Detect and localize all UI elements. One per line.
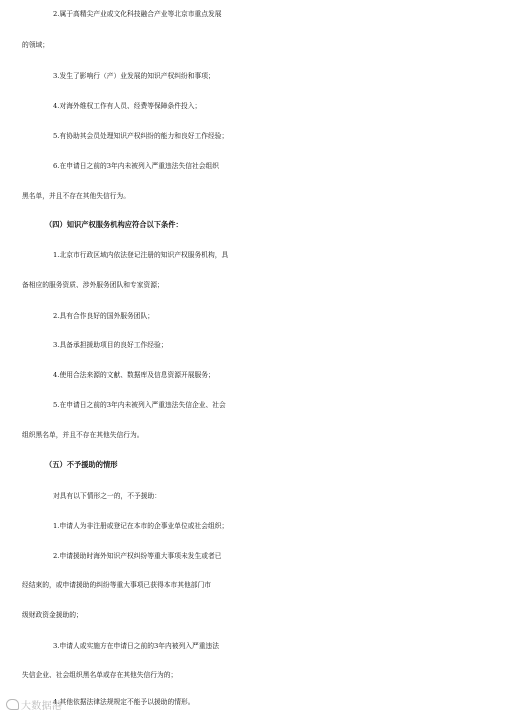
paragraph-line: 5.在申请日之前的3年内未被列入严重违法失信企业、社会 — [53, 401, 226, 409]
watermark-text: 大数据港 — [21, 701, 63, 712]
paragraph-line: 2.申请援助时海外知识产权纠纷等重大事项未发生或者已 — [53, 552, 222, 560]
paragraph-line: 的领域； — [22, 41, 50, 49]
paragraph-line: 4.其他依据法律法规规定不能予以援助的情形。 — [53, 698, 195, 706]
paragraph-line: 1.申请人为非注册或登记在本市的企事业单位或社会组织； — [53, 522, 229, 530]
paragraph-line: 6.在申请日之前的3年内未被列入严重违法失信社会组织 — [53, 162, 219, 170]
section-heading: （五）不予援助的情形 — [45, 460, 118, 469]
paragraph-line: 备相应的服务资质、涉外服务团队和专家资源； — [22, 281, 164, 289]
paragraph-line: 黑名单，并且不存在其他失信行为。 — [22, 192, 131, 200]
paragraph-line: 3.申请人或实施方在申请日之前的3年内被列入严重违法 — [53, 642, 219, 650]
paragraph-line: 2.具有合作良好的国外服务团队； — [53, 312, 154, 320]
paragraph-line: 5.有协助其会员处理知识产权纠纷的能力和良好工作经验； — [53, 132, 229, 140]
section-heading: （四）知识产权服务机构应符合以下条件： — [45, 220, 183, 229]
paragraph-line: 经结束的，或申请援助的纠纷等重大事项已获得本市其他部门市 — [22, 581, 212, 589]
paragraph-line: 组织黑名单，并且不存在其他失信行为。 — [22, 431, 144, 439]
paragraph-line: 级财政资金援助的； — [22, 611, 83, 619]
paragraph-line: 3.具备承担援助项目的良好工作经验； — [53, 341, 168, 349]
paragraph-line: 失信企业、社会组织黑名单或存在其他失信行为的； — [22, 671, 178, 679]
paragraph-line: 4.对海外维权工作有人员、经费等保障条件投入； — [53, 102, 202, 110]
paragraph-line: 对具有以下情形之一的，不予援助： — [53, 492, 162, 500]
watermark — [6, 697, 62, 712]
watermark-logo-icon — [6, 699, 19, 710]
paragraph-line: 1.北京市行政区域内依法登记注册的知识产权服务机构，具 — [53, 251, 229, 259]
paragraph-line: 2.属于高精尖产业或文化科技融合产业等北京市重点发展 — [53, 10, 222, 18]
paragraph-line: 3.发生了影响行（产）业发展的知识产权纠纷和事项； — [53, 72, 215, 80]
paragraph-line: 4.使用合法来源的文献、数据库及信息资源开展服务； — [53, 371, 215, 379]
